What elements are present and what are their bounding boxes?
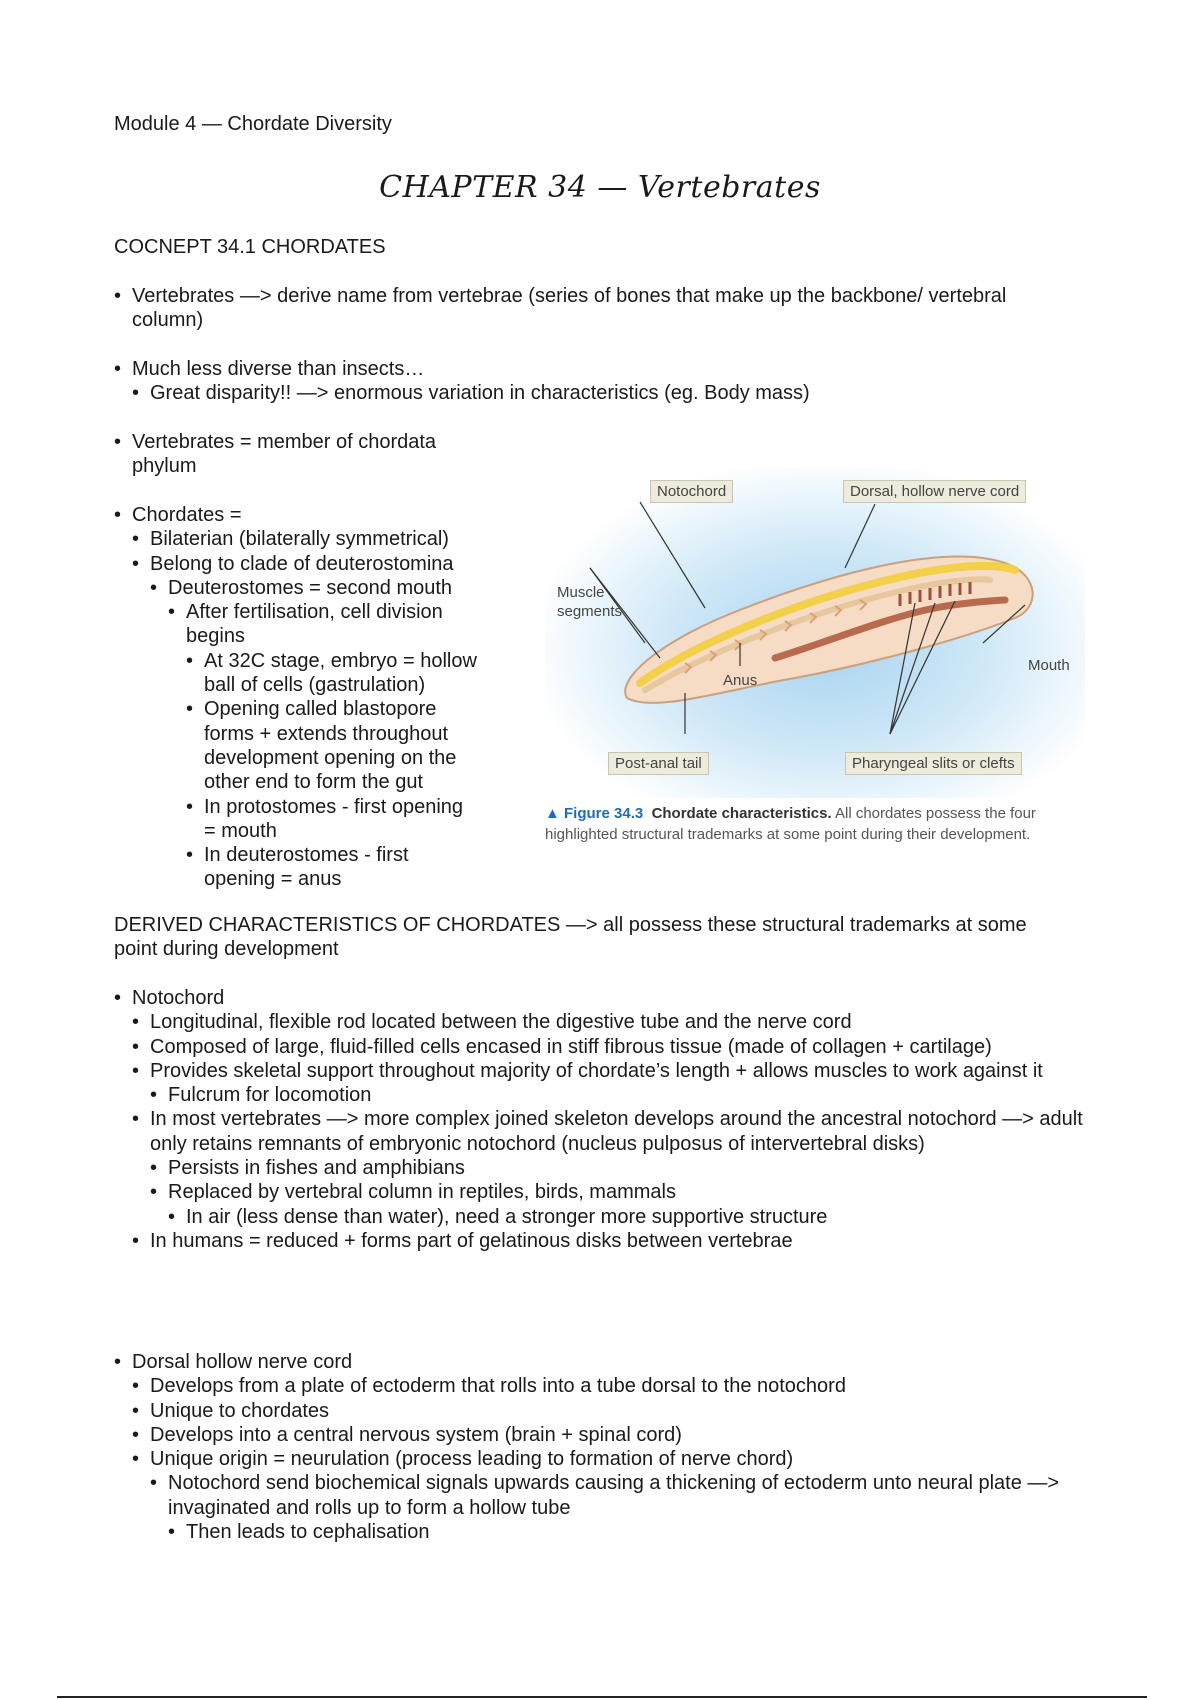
list-item: • Unique to chordates: [132, 1399, 1084, 1423]
list-item: • Fulcrum for locomotion: [150, 1083, 1084, 1107]
list-item: • Bilaterian (bilaterally symmetrical): [132, 527, 534, 551]
list-item: • At 32C stage, embryo = hollow ball of cells (gastrulation): [186, 649, 478, 698]
figure-number: ▲ Figure 34.3: [545, 805, 644, 822]
leader-notochord: [640, 502, 705, 608]
bullet-group-vertebrates-name: [114, 284, 1044, 333]
concept-heading: COCNEPT 34.1 CHORDATES: [114, 236, 386, 258]
chapter-title: CHAPTER 34 — Vertebrates: [379, 170, 821, 205]
list-item: • Notochord send biochemical signals upwards causing a thickening of ectoderm unto neural plate —> invaginated and rolls up to form a hollow tube • Then leads to cephalisation: [150, 1471, 1084, 1544]
list-item: • Develops from a plate of ectoderm that rolls into a tube dorsal to the notochord: [132, 1374, 1084, 1398]
figure-title: Chordate characteristics.: [651, 805, 832, 822]
list-item: • Vertebrates = member of chordata phylum: [114, 430, 484, 479]
notochord-section: [114, 986, 1084, 1253]
list-item: • Vertebrates —> derive name from vertebrae (series of bones that make up the backbone/ vertebral column): [114, 284, 1044, 333]
bottom-rule: [57, 1696, 1147, 1698]
module-label: Module 4 — Chordate Diversity: [114, 113, 392, 135]
leader-nerve-cord: [845, 504, 875, 568]
bullet-group-member: [114, 430, 484, 479]
label-mouth: Mouth: [1028, 657, 1070, 674]
list-item: • In protostomes - first opening = mouth: [186, 795, 478, 844]
list-item: • In most vertebrates —> more complex joined skeleton develops around the ancestral notochord —> adult only retains remnants of embryonic notochord (nucleus pulposus of intervertebral disks) • Persists in fishes and amphibians • Replaced by vertebral column in reptiles, birds, mammals • In air (less dense than water), need a stronger more supportive structure: [132, 1107, 1084, 1228]
list-item: • Longitudinal, flexible rod located between the digestive tube and the nerve cord: [132, 1010, 1084, 1034]
list-item: • Notochord • Longitudinal, flexible rod located between the digestive tube and the nerve cord • Composed of large, fluid-filled cells encased in stiff fibrous tissue (made of collagen + cartilage) • Provides skeletal support throughout majority of chordate’s length + allows muscles to work against it • Fulcrum for locomotion • In most vertebrates —> more complex joined skeleton develops around the ancestral notochord —> adult only retains remnants of embryonic notochord (nucleus pulposus of intervertebral disks) • Persists in fishes and amphibians • Replaced by vertebral column in reptiles, birds, mammals • In air (less dense than water), need a stronger more supportive structure • In humans = reduced + forms part of gelatinous disks between vertebrae: [114, 986, 1084, 1253]
list-item: • Composed of large, fluid-filled cells encased in stiff fibrous tissue (made of collagen + cartilage): [132, 1035, 1084, 1059]
label-muscle-segments: Muscle segments: [557, 584, 623, 620]
list-item: • Develops into a central nervous system (brain + spinal cord): [132, 1423, 1084, 1447]
label-nerve-cord: Dorsal, hollow nerve cord: [843, 480, 1026, 503]
list-item: • Replaced by vertebral column in reptiles, birds, mammals • In air (less dense than water), need a stronger more supportive structure: [150, 1180, 1084, 1229]
list-item: • Chordates = • Bilaterian (bilaterally symmetrical) • Belong to clade of deuterostomina • Deuterostomes = second mouth • After fertilisation, cell division begins • At 32C stage, embryo = hollow ball of cells (gastrulation) • Opening called blastopore forms + extends throughout development opening on the other end to form the gut • In protostomes - first opening = mouth • In deuterostomes - first opening = anus: [114, 503, 534, 892]
list-item: • Great disparity!! —> enormous variation in characteristics (eg. Body mass): [132, 381, 1044, 405]
label-post-anal-tail: Post-anal tail: [608, 752, 709, 775]
label-anus: Anus: [723, 672, 758, 689]
bullet-group-diversity: [114, 357, 1044, 406]
list-item: • After fertilisation, cell division begins • At 32C stage, embryo = hollow ball of cells (gastrulation) • Opening called blastopore forms + extends throughout development opening on the other end to form the gut • In protostomes - first opening = mouth • In deuterostomes - first opening = anus: [168, 600, 478, 892]
figure-caption: [545, 803, 1085, 845]
list-item: • Unique origin = neurulation (process leading to formation of nerve chord) • Notochord send biochemical signals upwards causing a thickening of ectoderm unto neural plate —> invaginated and rolls up to form a hollow tube • Then leads to cephalisation: [132, 1447, 1084, 1544]
list-item: • In humans = reduced + forms part of gelatinous disks between vertebrae: [132, 1229, 1084, 1253]
list-item: • In deuterostomes - first opening = anus: [186, 843, 478, 892]
chordate-diagram: [545, 468, 1085, 798]
label-pharyngeal-slits: Pharyngeal slits or clefts: [845, 752, 1022, 775]
list-item: • Provides skeletal support throughout majority of chordate’s length + allows muscles to work against it • Fulcrum for locomotion: [132, 1059, 1084, 1108]
chordate-figure: [545, 468, 1085, 878]
list-item: • Much less diverse than insects… • Great disparity!! —> enormous variation in characteristics (eg. Body mass): [114, 357, 1044, 406]
figure-caption-text: All chordates possess the four highlighted structural trademarks at some point during their development.: [545, 805, 1036, 843]
label-notochord: Notochord: [650, 480, 733, 503]
bullet-group-chordates: [114, 503, 534, 892]
list-item: • Belong to clade of deuterostomina • Deuterostomes = second mouth • After fertilisation, cell division begins • At 32C stage, embryo = hollow ball of cells (gastrulation) • Opening called blastopore forms + extends throughout development opening on the other end to form the gut • In protostomes - first opening = mouth • In deuterostomes - first opening = anus: [132, 552, 534, 892]
list-item: • Opening called blastopore forms + extends throughout development opening on the other end to form the gut: [186, 697, 478, 794]
derived-heading: DERIVED CHARACTERISTICS OF CHORDATES —> all possess these structural trademarks at some point during development: [114, 914, 1027, 961]
list-item: • In air (less dense than water), need a stronger more supportive structure: [168, 1205, 1084, 1229]
list-item: • Deuterostomes = second mouth • After fertilisation, cell division begins • At 32C stage, embryo = hollow ball of cells (gastrulation) • Opening called blastopore forms + extends throughout development opening on the other end to form the gut • In protostomes - first opening = mouth • In deuterostomes - first opening = anus: [150, 576, 534, 892]
list-item: • Dorsal hollow nerve cord • Develops from a plate of ectoderm that rolls into a tube dorsal to the notochord • Unique to chordates • Develops into a central nervous system (brain + spinal cord) • Unique origin = neurulation (process leading to formation of nerve chord) • Notochord send biochemical signals upwards causing a thickening of ectoderm unto neural plate —> invaginated and rolls up to form a hollow tube • Then leads to cephalisation: [114, 1350, 1084, 1544]
list-item: • Then leads to cephalisation: [168, 1520, 1084, 1544]
nerve-cord-section: [114, 1350, 1084, 1544]
list-item: • Persists in fishes and amphibians: [150, 1156, 1084, 1180]
